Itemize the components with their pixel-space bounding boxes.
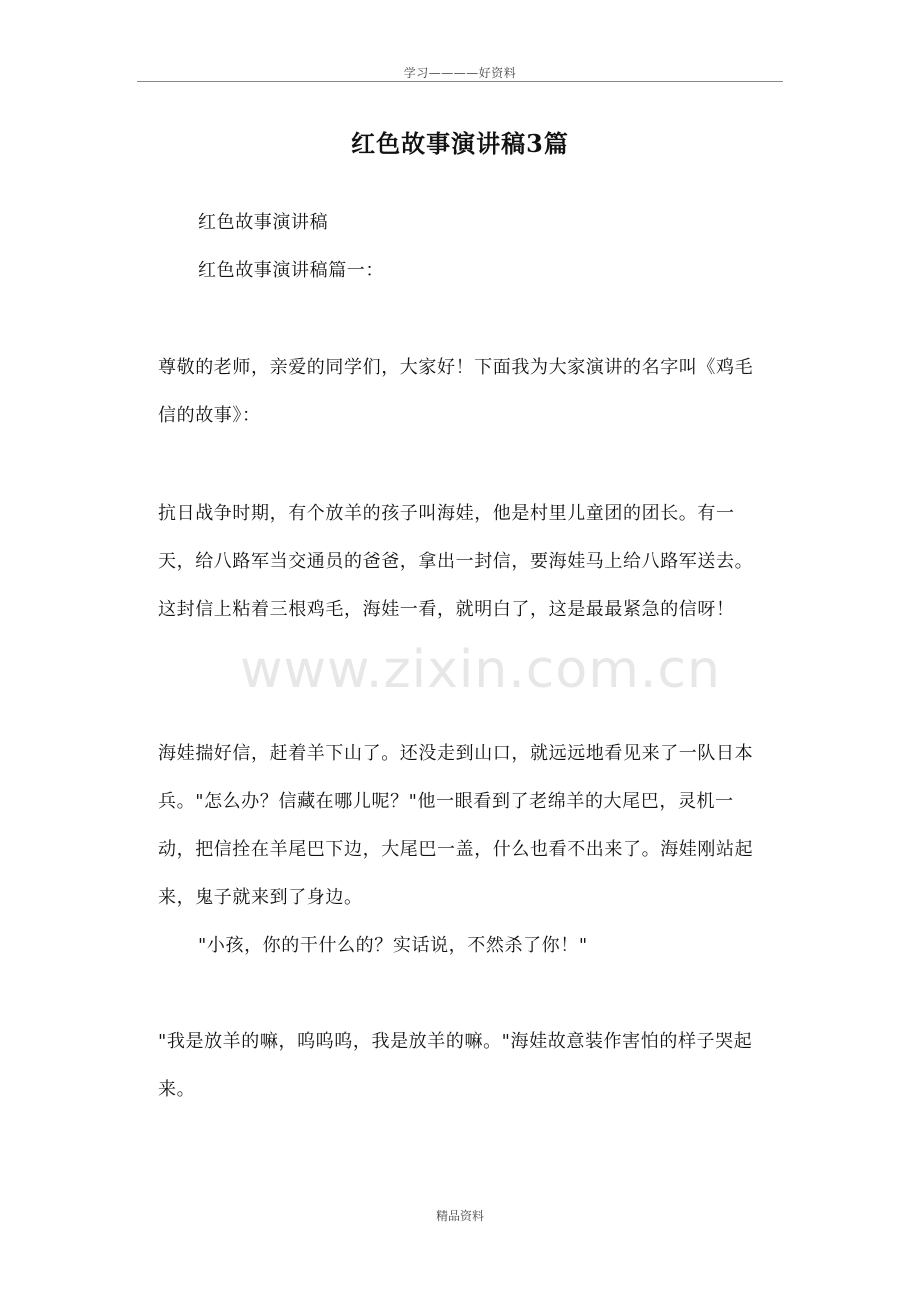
paragraph-haiwa-reply: "我是放羊的嘛，呜呜呜，我是放羊的嘛。"海娃故意装作害怕的样子哭起来。 — [158, 1031, 753, 1100]
document-title: 红色故事演讲稿3篇 — [351, 129, 569, 158]
paragraph-story-intro: 抗日战争时期，有个放羊的孩子叫海娃，他是村里儿童团的团长。有一天，给八路军当交通员的爸爸，拿出一封信，要海娃马上给八路军送去。这封信上粘着三根鸡毛，海娃一看，就明白了，这是最最紧急的信呀！ — [158, 503, 754, 620]
header-divider — [137, 81, 783, 82]
document-subtitle: 红色故事演讲稿 — [198, 212, 329, 233]
paragraph-soldier-question: "小孩，你的干什么的？实话说，不然杀了你！" — [198, 935, 588, 956]
watermark-text: www.zixin.com.cn — [240, 640, 721, 700]
page-footer: 精品资料 — [435, 1209, 484, 1223]
paragraph-hiding-letter: 海娃揣好信，赶着羊下山了。还没走到山口，就远远地看见来了一队日本兵。"怎么办？信藏在哪儿呢？"他一眼看到了老绵羊的大尾巴，灵机一动，把信拴在羊尾巴下边，大尾巴一盖，什么也看不出来了。海娃刚站起来，鬼子就来到了身边。 — [158, 743, 754, 908]
paragraph-greeting: 尊敬的老师，亲爱的同学们，大家好！下面我为大家演讲的名字叫《鸡毛信的故事》： — [158, 357, 754, 426]
page-header: 学习————好资料 — [403, 66, 517, 80]
section-heading: 红色故事演讲稿篇一： — [198, 260, 384, 281]
